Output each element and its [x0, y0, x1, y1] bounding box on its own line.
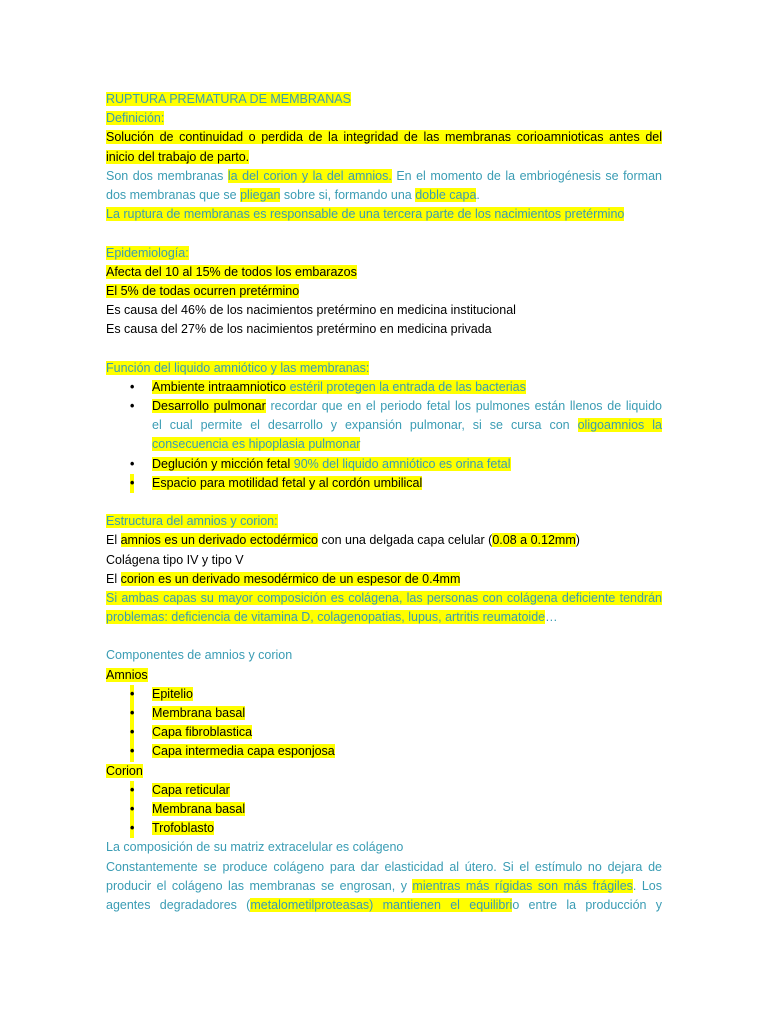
bullet-icon: •	[130, 456, 135, 471]
definicion-heading: Definición:	[106, 111, 165, 126]
epidemiologia-line-1: Afecta del 10 al 15% de todos los embarazos	[106, 264, 357, 279]
document-body	[106, 90, 662, 915]
bullet-icon: •	[130, 474, 134, 493]
title-text: RUPTURA PREMATURA DE MEMBRANAS	[106, 92, 351, 106]
componentes-heading: Componentes de amnios y corion	[106, 648, 293, 663]
funcion-bullet-1: • Ambiente intraamniotico estéril protegen la entrada de las bacterias	[106, 378, 662, 397]
funcion-bullet-2-cont: el cual permite el desarrollo y expansión pulmonar, si se cursa con oligoamnios la	[152, 418, 662, 433]
epidemiologia-line-2: El 5% de todas ocurren pretérmino	[106, 283, 300, 298]
bullet-icon: •	[130, 379, 135, 394]
estructura-heading: Estructura del amnios y corion:	[106, 514, 278, 529]
spacer	[106, 224, 662, 243]
epidemiologia-line-3: Es causa del 46% de los nacimientos pretérmino en medicina institucional	[106, 303, 516, 318]
funcion-bullet-2-cont-2: consecuencia es hipoplasia pulmonar	[152, 437, 361, 452]
bullet-icon: •	[130, 781, 134, 800]
componentes-line-3: producir el colágeno las membranas se engrosan, y mientras más rígidas son más frágiles. Los	[106, 878, 662, 893]
componentes-line-2: Constantemente se produce colágeno para dar elasticidad al útero. Si el estímulo no dejara de	[106, 859, 662, 874]
definicion-line-2: inicio del trabajo de parto.	[106, 149, 250, 164]
estructura-line-4: Si ambas capas su mayor composición es colágena, las personas con colágena deficiente tendrán	[106, 590, 662, 605]
bullet-icon: •	[130, 685, 134, 704]
amnios-item: • Epitelio	[106, 685, 662, 704]
bullet-icon: •	[130, 742, 134, 761]
amnios-item: • Capa intermedia capa esponjosa	[106, 742, 662, 761]
spacer	[106, 627, 662, 646]
epidemiologia-heading: Epidemiología:	[106, 245, 189, 260]
funcion-bullet-3: • Deglución y micción fetal 90% del liquido amniótico es orina fetal	[106, 455, 662, 474]
amnios-item: • Capa fibroblastica	[106, 723, 662, 742]
document-title	[106, 90, 662, 109]
funcion-bullet-4: • Espacio para motilidad fetal y al cordón umbilical	[106, 474, 662, 493]
estructura-line-1: El amnios es un derivado ectodérmico con una delgada capa celular (0.08 a 0.12mm)	[106, 533, 580, 548]
amnios-label: Amnios	[106, 667, 148, 682]
bullet-icon: •	[130, 819, 134, 838]
bullet-icon: •	[130, 723, 134, 742]
definicion-line-4: dos membranas que se pliegan sobre si, formando una doble capa.	[106, 187, 480, 202]
estructura-line-2: Colágena tipo IV y tipo V	[106, 552, 244, 567]
bullet-icon: •	[130, 704, 134, 723]
corion-item: • Capa reticular	[106, 781, 662, 800]
spacer	[106, 339, 662, 358]
estructura-line-5: problemas: deficiencia de vitamina D, colagenopatias, lupus, artritis reumatoide…	[106, 610, 558, 625]
funcion-heading: Función del liquido amniótico y las membranas:	[106, 360, 370, 375]
componentes-line-1: La composición de su matriz extracelular es colágeno	[106, 840, 404, 855]
bullet-icon: •	[130, 800, 134, 819]
componentes-line-4: agentes degradadores (metalometilproteasas) mantienen el equilibrio entre la producción y	[106, 897, 662, 912]
spacer	[106, 493, 662, 512]
corion-label: Corion	[106, 763, 143, 778]
estructura-line-3: El corion es un derivado mesodérmico de un espesor de 0.4mm	[106, 571, 461, 586]
funcion-bullet-2: • Desarrollo pulmonar recordar que en el periodo fetal los pulmones están llenos de liquido	[106, 397, 662, 416]
definicion-line-5: La ruptura de membranas es responsable de una tercera parte de los nacimientos pretérmino	[106, 207, 625, 222]
definicion-line-3: Son dos membranas la del corion y la del amnios. En el momento de la embriogénesis se forman	[106, 168, 662, 183]
amnios-item: • Membrana basal	[106, 704, 662, 723]
epidemiologia-line-4: Es causa del 27% de los nacimientos pretérmino en medicina privada	[106, 322, 492, 337]
definicion-line-1: Solución de continuidad o perdida de la integridad de las membranas corioamnioticas antes del	[106, 130, 662, 145]
corion-item: • Trofoblasto	[106, 819, 662, 838]
corion-item: • Membrana basal	[106, 800, 662, 819]
bullet-icon: •	[130, 399, 135, 413]
